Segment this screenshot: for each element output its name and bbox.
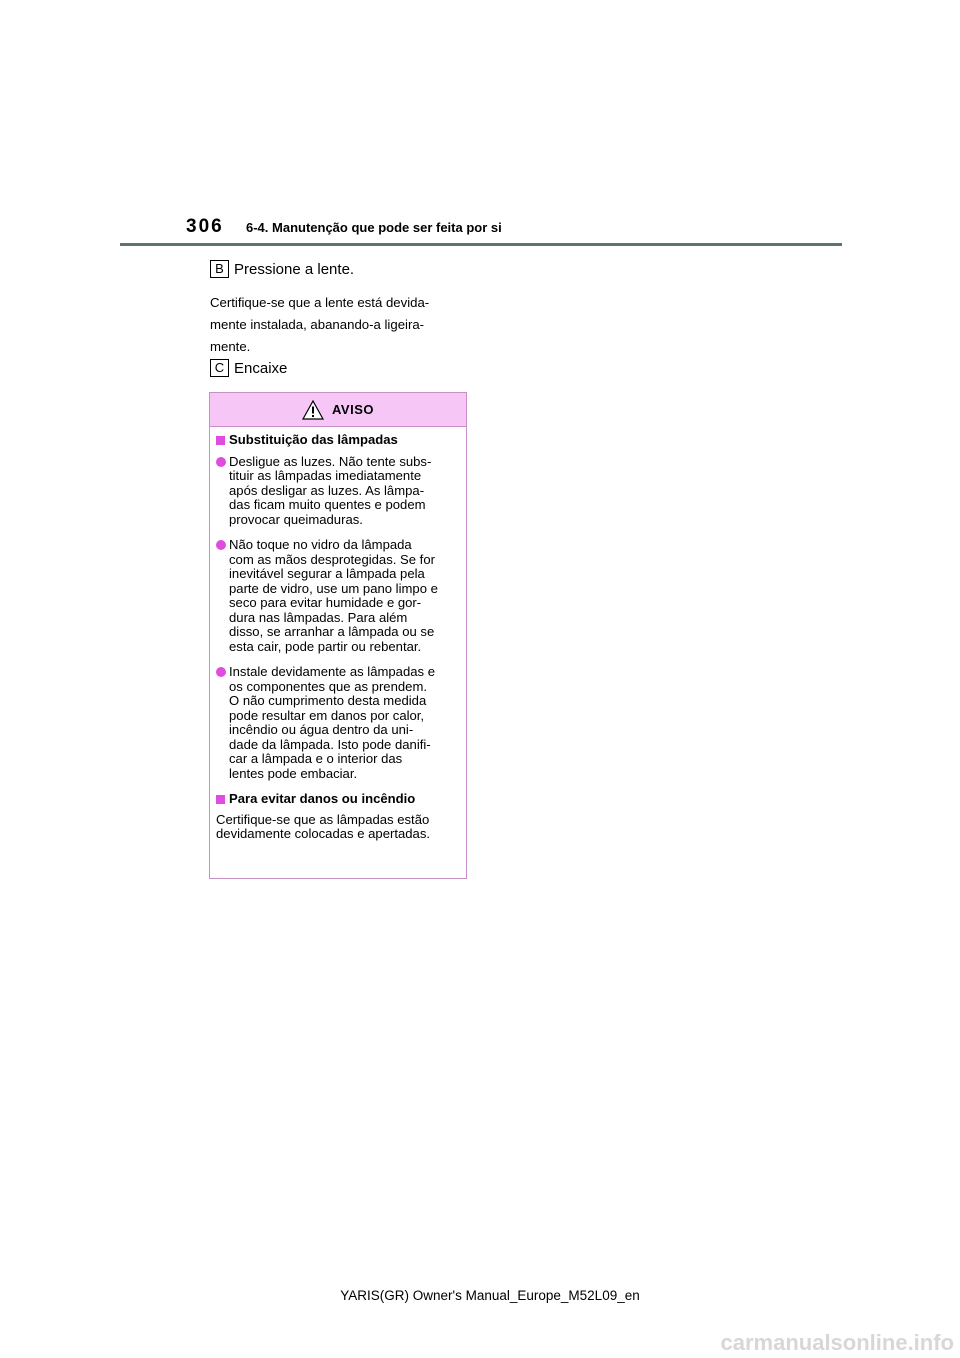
bullet-line: esta cair, pode partir ou rebentar.	[229, 638, 422, 654]
bullet-line: dura nas lâmpadas. Para além	[229, 609, 408, 625]
bullet-line: lentes pode embaciar.	[229, 765, 358, 781]
bullet-line: das ficam muito quentes e podem	[229, 497, 426, 512]
step-c-text: Encaixe	[234, 359, 288, 377]
warning-bullet	[216, 455, 460, 528]
warning-section-title: Substituição das lâmpadas	[229, 432, 398, 447]
bullet-line: Desligue as luzes. Não tente subs-	[229, 453, 432, 469]
warning-box	[209, 392, 467, 879]
step-letter-c: C	[210, 359, 229, 377]
watermark: carmanualsonline.info	[720, 1330, 954, 1355]
circle-bullet-icon	[216, 667, 226, 677]
bullet-line: incêndio ou água dentro da uni-	[229, 722, 414, 737]
step-note-line: mente instalada, abanando-a ligeira-	[210, 317, 425, 332]
bullet-line: provocar queimaduras.	[229, 511, 363, 527]
bullet-line: seco para evitar humidade e gor-	[229, 595, 422, 610]
circle-bullet-icon	[216, 457, 226, 467]
footer-text: YARIS(GR) Owner's Manual_Europe_M52L09_en	[340, 1288, 640, 1303]
warning-bullet	[216, 665, 460, 781]
step-note-line: mente.	[210, 339, 251, 354]
warning-plain-text	[216, 813, 460, 842]
square-bullet-icon	[216, 795, 225, 804]
step-b	[210, 260, 354, 278]
warning-header	[210, 393, 466, 427]
warning-body	[210, 427, 466, 842]
warning-section-heading	[216, 792, 460, 807]
bullet-line: Não toque no vidro da lâmpada	[229, 537, 412, 552]
warning-triangle-icon	[302, 400, 324, 420]
step-note-line: Certifique-se que a lente está devida-	[210, 295, 430, 310]
bullet-line: car a lâmpada e o interior das	[229, 751, 403, 766]
bullet-line: O não cumprimento desta medida	[229, 693, 427, 708]
bullet-line: pode resultar em danos por calor,	[229, 707, 425, 723]
step-letter-b: B	[210, 260, 229, 278]
bullet-line: com as mãos desprotegidas. Se for	[229, 551, 435, 567]
bullet-line: disso, se arranhar a lâmpada ou se	[229, 624, 435, 639]
warning-section-heading	[216, 433, 460, 448]
section-title: 6-4. Manutenção que pode ser feita por si	[246, 220, 502, 235]
header-divider	[120, 243, 842, 246]
warning-section-title: Para evitar danos ou incêndio	[229, 791, 416, 806]
bullet-line: tituir as lâmpadas imediatamente	[229, 468, 422, 483]
bullet-line: inevitável segurar a lâmpada pela	[229, 566, 425, 581]
circle-bullet-icon	[216, 540, 226, 550]
step-b-text: Pressione a lente.	[234, 260, 355, 278]
step-note	[210, 292, 470, 358]
square-bullet-icon	[216, 436, 225, 445]
bullet-line: parte de vidro, use um pano limpo e	[229, 580, 438, 596]
bullet-line: dade da lâmpada. Isto pode danifi-	[229, 736, 431, 752]
page-number: 306	[186, 216, 224, 237]
warning-title: AVISO	[332, 402, 374, 417]
plain-line: Certifique-se que as lâmpadas estão	[216, 811, 430, 827]
bullet-line: após desligar as luzes. As lâmpa-	[229, 482, 425, 498]
bullet-line: os componentes que as prendem.	[229, 678, 427, 694]
warning-bullet	[216, 538, 460, 654]
bullet-line: Instale devidamente as lâmpadas e	[229, 664, 435, 679]
plain-line: devidamente colocadas e apertadas.	[216, 826, 431, 841]
step-c	[210, 359, 287, 377]
